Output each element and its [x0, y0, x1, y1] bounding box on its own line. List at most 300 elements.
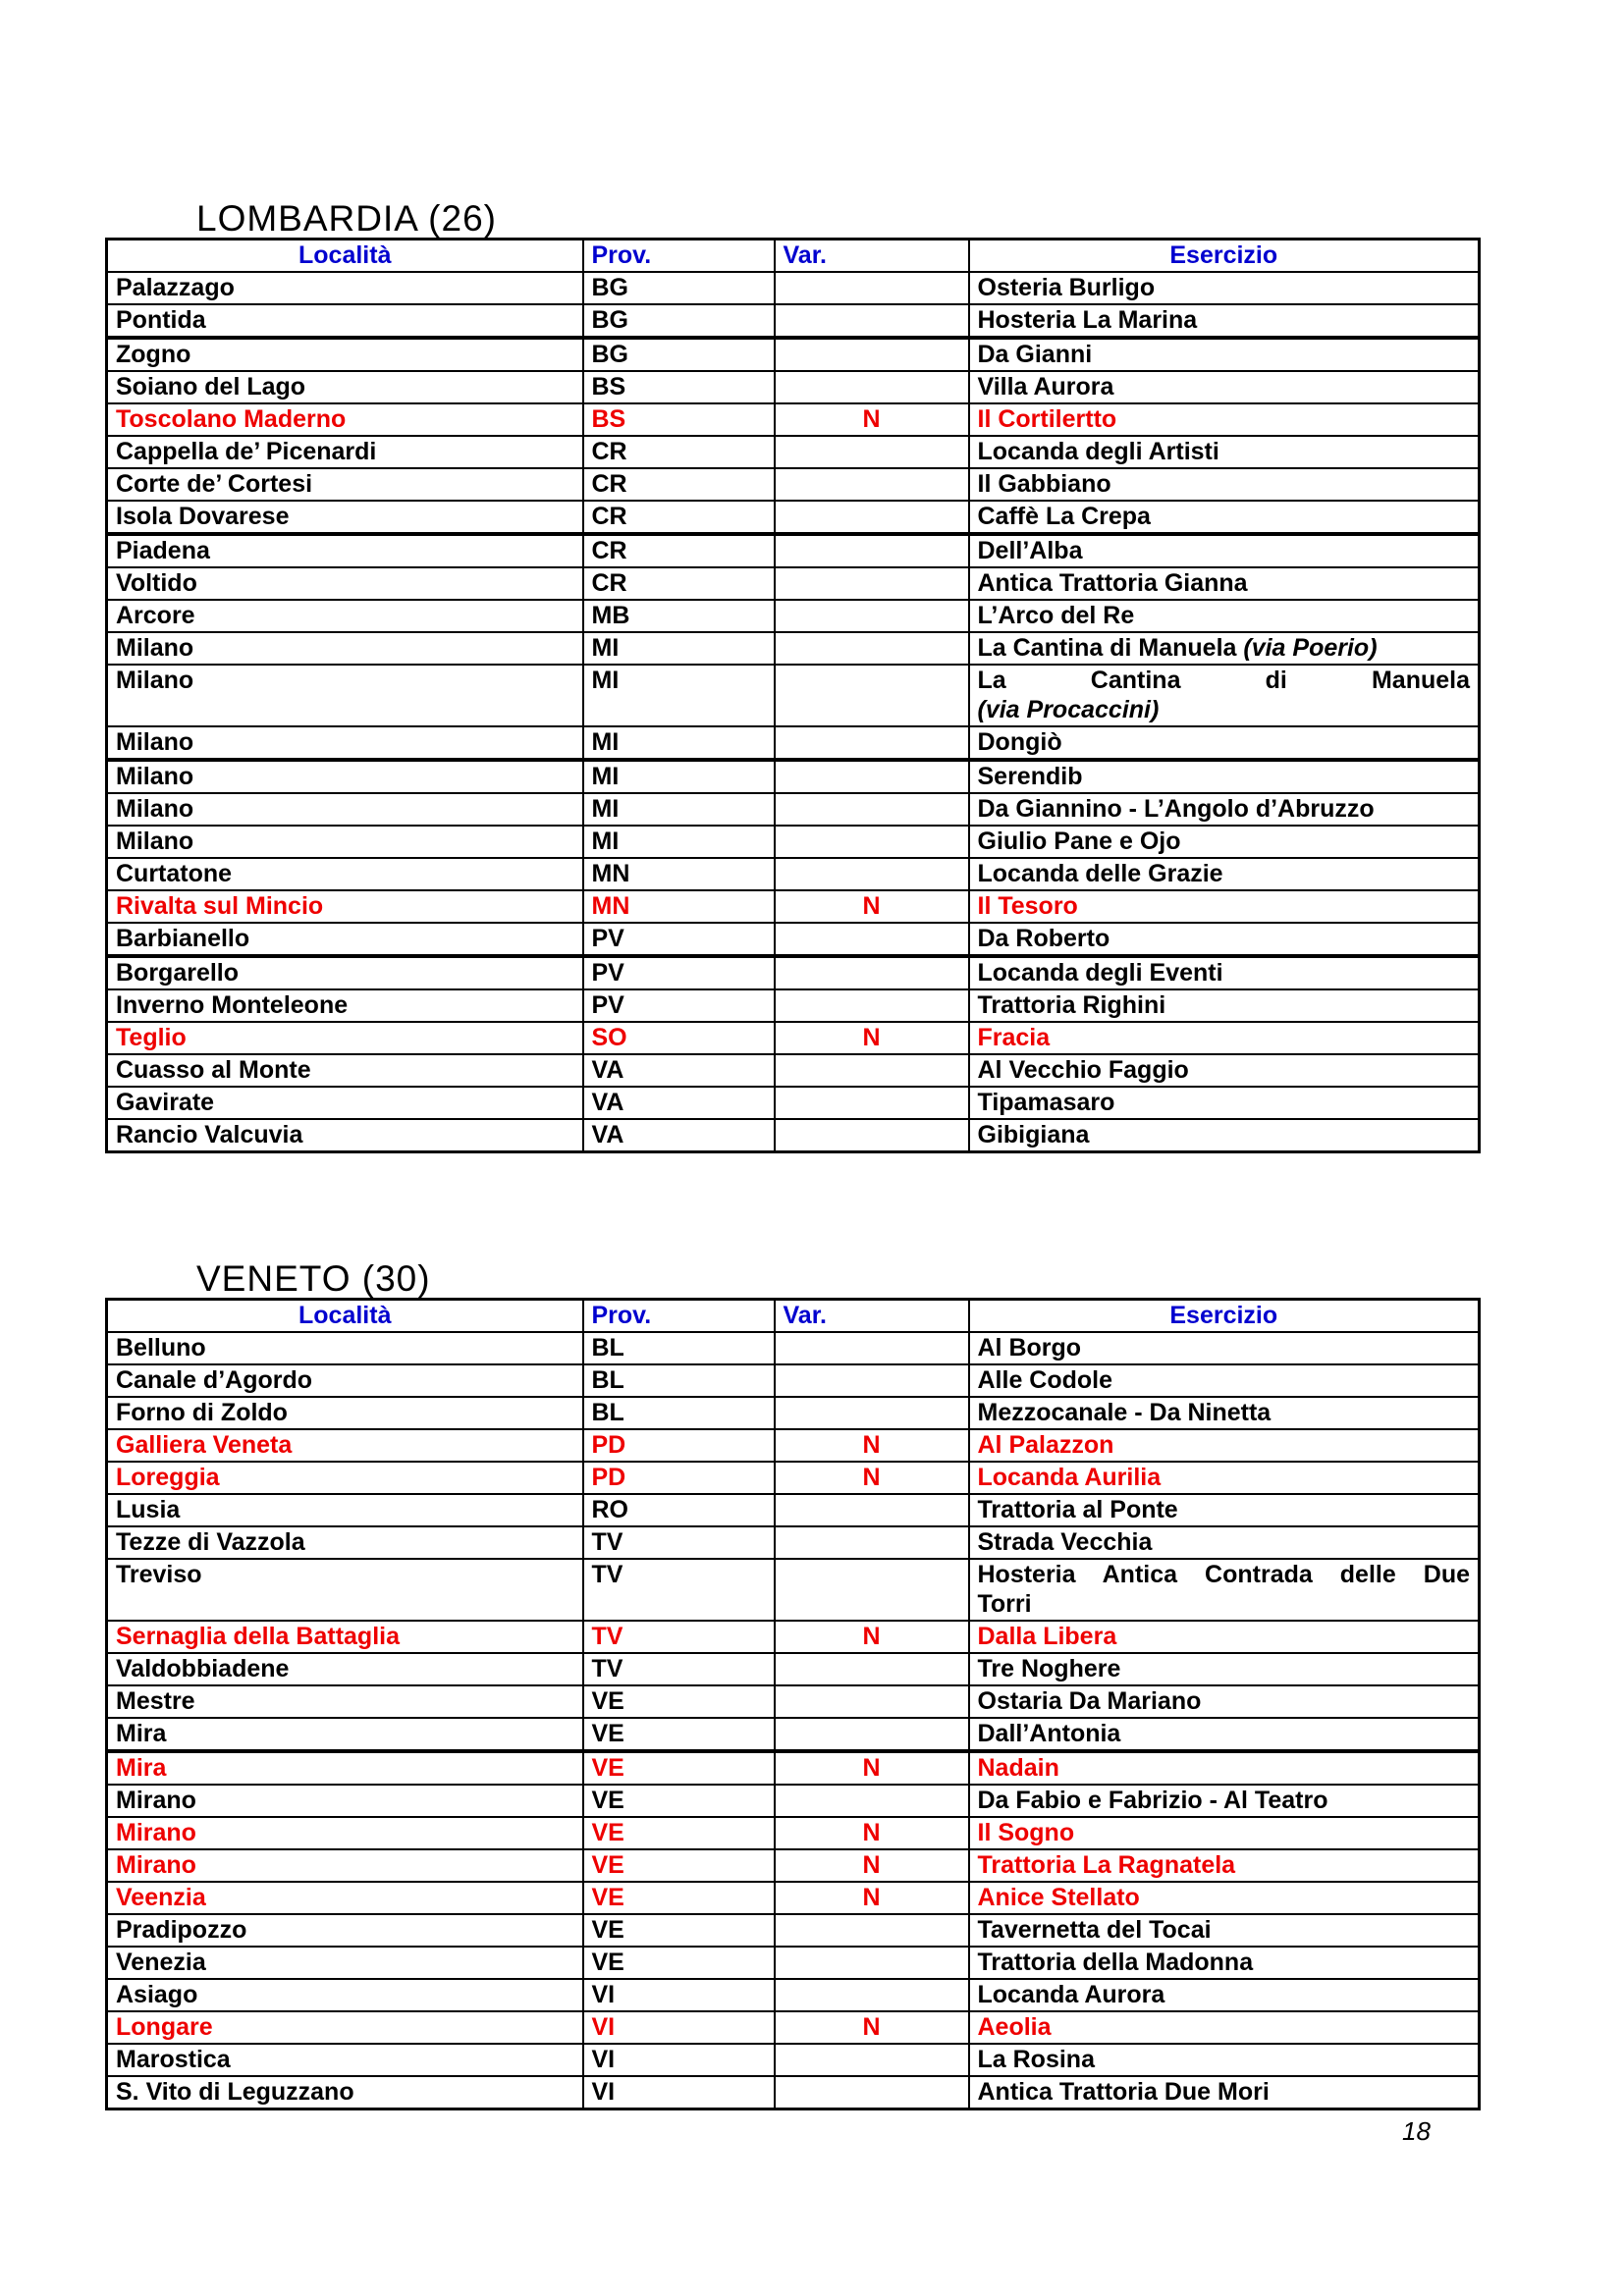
prov-cell: VI: [583, 1979, 775, 2011]
localita-cell: Barbianello: [107, 923, 583, 956]
esercizio-cell: [969, 1685, 1480, 1718]
esercizio-line: Da Giannino - L’Angolo d’Abruzzo: [977, 795, 1375, 823]
page-number: 18: [1402, 2116, 1431, 2146]
esercizio-line: Antica Trattoria Due Mori: [977, 2078, 1270, 2106]
prov-cell: CR: [583, 534, 775, 567]
table-row: [107, 1119, 1480, 1152]
prov-cell: CR: [583, 501, 775, 534]
var-cell: [775, 436, 969, 468]
document-page: [105, 0, 1478, 2110]
table-row: [107, 665, 1480, 726]
localita-cell: Longare: [107, 2011, 583, 2044]
esercizio-line: Villa Aurora: [977, 373, 1114, 400]
esercizio-line: Il Cortilertto: [977, 405, 1117, 433]
region-table: [105, 1298, 1481, 2110]
table-row: [107, 567, 1480, 600]
prov-cell: VA: [583, 1119, 775, 1152]
table-row: [107, 1621, 1480, 1653]
esercizio-cell: [969, 371, 1480, 403]
table-row: [107, 923, 1480, 956]
column-header-prov: Prov.: [583, 1300, 775, 1333]
table-row: [107, 760, 1480, 793]
prov-cell: MI: [583, 826, 775, 858]
esercizio-line: Al Borgo: [977, 1334, 1082, 1362]
esercizio-line: Il Gabbiano: [977, 470, 1111, 498]
esercizio-cell: [969, 1364, 1480, 1397]
localita-cell: Milano: [107, 793, 583, 826]
table-row: [107, 1397, 1480, 1429]
esercizio-line: Da Gianni: [977, 341, 1093, 368]
prov-cell: PD: [583, 1462, 775, 1494]
esercizio-cell: [969, 989, 1480, 1022]
localita-cell: Pontida: [107, 304, 583, 338]
table-row: [107, 436, 1480, 468]
esercizio-cell: [969, 2044, 1480, 2076]
localita-cell: Milano: [107, 665, 583, 726]
localita-cell: Treviso: [107, 1559, 583, 1621]
prov-cell: MB: [583, 600, 775, 632]
var-cell: N: [775, 403, 969, 436]
localita-cell: Veenzia: [107, 1882, 583, 1914]
var-cell: [775, 1087, 969, 1119]
table-row: [107, 1653, 1480, 1685]
localita-cell: Belluno: [107, 1332, 583, 1364]
table-row: [107, 826, 1480, 858]
table-row: [107, 1559, 1480, 1621]
prov-cell: BS: [583, 371, 775, 403]
localita-cell: Marostica: [107, 2044, 583, 2076]
header-row: [107, 1300, 1480, 1333]
prov-cell: MN: [583, 858, 775, 890]
table-row: [107, 600, 1480, 632]
esercizio-line: Strada Vecchia: [977, 1528, 1153, 1556]
localita-cell: Loreggia: [107, 1462, 583, 1494]
localita-cell: Soiano del Lago: [107, 371, 583, 403]
localita-cell: Teglio: [107, 1022, 583, 1054]
esercizio-line: [978, 695, 1471, 724]
esercizio-line: Dell’Alba: [977, 537, 1083, 564]
column-header-esercizio: Esercizio: [969, 1300, 1480, 1333]
table-row: [107, 403, 1480, 436]
esercizio-cell: [969, 1526, 1480, 1559]
var-cell: [775, 272, 969, 304]
localita-cell: Palazzago: [107, 272, 583, 304]
esercizio-line: Locanda delle Grazie: [977, 860, 1223, 887]
localita-cell: Pradipozzo: [107, 1914, 583, 1947]
esercizio-cell: [969, 468, 1480, 501]
prov-cell: PV: [583, 989, 775, 1022]
var-cell: [775, 1119, 969, 1152]
prov-cell: PD: [583, 1429, 775, 1462]
esercizio-cell: [969, 600, 1480, 632]
localita-cell: Borgarello: [107, 956, 583, 989]
var-cell: [775, 632, 969, 665]
esercizio-cell: [969, 665, 1480, 726]
localita-cell: Mira: [107, 1718, 583, 1751]
esercizio-line: Torri: [977, 1590, 1032, 1618]
prov-cell: VE: [583, 1849, 775, 1882]
table-row: [107, 501, 1480, 534]
region-table: [105, 238, 1481, 1153]
esercizio-line: Trattoria della Madonna: [977, 1949, 1254, 1976]
region-title-lombardia: LOMBARDIA (26): [196, 198, 497, 239]
localita-cell: Milano: [107, 826, 583, 858]
localita-cell: Voltido: [107, 567, 583, 600]
table-row: [107, 534, 1480, 567]
prov-cell: BG: [583, 272, 775, 304]
esercizio-line: L’Arco del Re: [977, 602, 1135, 629]
esercizio-cell: [969, 2076, 1480, 2109]
prov-cell: VI: [583, 2011, 775, 2044]
prov-cell: VE: [583, 1751, 775, 1785]
table-row: [107, 858, 1480, 890]
var-cell: [775, 1653, 969, 1685]
esercizio-cell: [969, 272, 1480, 304]
localita-cell: Mirano: [107, 1785, 583, 1817]
column-header-prov: Prov.: [583, 240, 775, 273]
localita-cell: Piadena: [107, 534, 583, 567]
prov-cell: BL: [583, 1364, 775, 1397]
prov-cell: MI: [583, 760, 775, 793]
prov-cell: TV: [583, 1526, 775, 1559]
localita-cell: Mestre: [107, 1685, 583, 1718]
esercizio-line: Il Sogno: [977, 1819, 1075, 1846]
lombardia-table-container: [105, 238, 1478, 1153]
esercizio-line: Antica Trattoria Gianna: [977, 569, 1248, 597]
esercizio-line: Ostaria Da Mariano: [977, 1687, 1202, 1715]
var-cell: [775, 1785, 969, 1817]
table-row: [107, 632, 1480, 665]
prov-cell: VA: [583, 1087, 775, 1119]
prov-cell: TV: [583, 1559, 775, 1621]
prov-cell: BS: [583, 403, 775, 436]
var-cell: [775, 567, 969, 600]
prov-cell: PV: [583, 956, 775, 989]
table-row: [107, 1054, 1480, 1087]
esercizio-cell: [969, 956, 1480, 989]
esercizio-line: Da Roberto: [977, 925, 1110, 952]
var-cell: N: [775, 1621, 969, 1653]
esercizio-line: Locanda degli Eventi: [977, 959, 1223, 987]
var-cell: [775, 760, 969, 793]
table-row: [107, 1429, 1480, 1462]
esercizio-cell: [969, 1653, 1480, 1685]
prov-cell: VA: [583, 1054, 775, 1087]
localita-cell: Milano: [107, 632, 583, 665]
prov-cell: TV: [583, 1621, 775, 1653]
esercizio-line: La Rosina: [977, 2046, 1095, 2073]
localita-cell: Rancio Valcuvia: [107, 1119, 583, 1152]
var-cell: N: [775, 1817, 969, 1849]
table-row: [107, 1364, 1480, 1397]
prov-cell: VI: [583, 2044, 775, 2076]
esercizio-cell: [969, 1559, 1480, 1621]
prov-cell: VI: [583, 2076, 775, 2109]
esercizio-cell: [969, 1882, 1480, 1914]
esercizio-line: La Cantina di Manuela: [977, 667, 1470, 694]
column-header-localita: Località: [107, 240, 583, 273]
esercizio-cell: [969, 1462, 1480, 1494]
prov-cell: SO: [583, 1022, 775, 1054]
localita-cell: Lusia: [107, 1494, 583, 1526]
localita-cell: Canale d’Agordo: [107, 1364, 583, 1397]
esercizio-cell: [969, 1429, 1480, 1462]
table-row: [107, 989, 1480, 1022]
localita-cell: Gavirate: [107, 1087, 583, 1119]
prov-cell: BG: [583, 304, 775, 338]
var-cell: [775, 371, 969, 403]
localita-cell: Galliera Veneta: [107, 1429, 583, 1462]
esercizio-cell: [969, 890, 1480, 923]
esercizio-line: Tre Noghere: [977, 1655, 1121, 1682]
localita-cell: Mirano: [107, 1849, 583, 1882]
esercizio-line: Dalla Libera: [977, 1623, 1117, 1650]
prov-cell: MI: [583, 665, 775, 726]
prov-cell: CR: [583, 436, 775, 468]
var-cell: [775, 1494, 969, 1526]
prov-cell: VE: [583, 1685, 775, 1718]
var-cell: [775, 1332, 969, 1364]
var-cell: [775, 2076, 969, 2109]
var-cell: N: [775, 1751, 969, 1785]
esercizio-line: Trattoria La Ragnatela: [977, 1851, 1236, 1879]
var-cell: [775, 826, 969, 858]
esercizio-line: Giulio Pane e Ojo: [977, 828, 1181, 855]
prov-cell: BL: [583, 1397, 775, 1429]
var-cell: [775, 1054, 969, 1087]
column-header-esercizio: Esercizio: [969, 240, 1480, 273]
localita-cell: S. Vito di Leguzzano: [107, 2076, 583, 2109]
esercizio-cell: [969, 1022, 1480, 1054]
localita-cell: Cuasso al Monte: [107, 1054, 583, 1087]
var-cell: [775, 1364, 969, 1397]
column-header-var: Var.: [775, 1300, 969, 1333]
localita-cell: Cappella de’ Picenardi: [107, 436, 583, 468]
esercizio-line: Locanda degli Artisti: [977, 438, 1219, 465]
esercizio-cell: [969, 760, 1480, 793]
esercizio-line: Aeolia: [977, 2013, 1052, 2041]
localita-cell: Forno di Zoldo: [107, 1397, 583, 1429]
prov-cell: MI: [583, 793, 775, 826]
esercizio-line: Tipamasaro: [977, 1089, 1115, 1116]
esercizio-line: Anice Stellato: [977, 1884, 1140, 1911]
var-cell: N: [775, 1462, 969, 1494]
var-cell: [775, 1979, 969, 2011]
var-cell: [775, 956, 969, 989]
table-row: [107, 1718, 1480, 1751]
esercizio-line: Dongiò: [977, 728, 1062, 756]
localita-cell: Toscolano Maderno: [107, 403, 583, 436]
column-header-var: Var.: [775, 240, 969, 273]
var-cell: N: [775, 1022, 969, 1054]
table-row: [107, 956, 1480, 989]
table-row: [107, 1849, 1480, 1882]
prov-cell: VE: [583, 1718, 775, 1751]
table-row: [107, 1751, 1480, 1785]
prov-cell: CR: [583, 468, 775, 501]
prov-cell: MI: [583, 632, 775, 665]
prov-cell: VE: [583, 1817, 775, 1849]
esercizio-note-italic: (via Poerio): [1243, 634, 1378, 662]
localita-cell: Rivalta sul Mincio: [107, 890, 583, 923]
esercizio-cell: [969, 1914, 1480, 1947]
var-cell: [775, 1685, 969, 1718]
esercizio-cell: [969, 793, 1480, 826]
esercizio-line: Hosteria La Marina: [977, 306, 1198, 334]
esercizio-cell: [969, 304, 1480, 338]
esercizio-cell: [969, 726, 1480, 760]
esercizio-line: Al Vecchio Faggio: [977, 1056, 1189, 1084]
localita-cell: Arcore: [107, 600, 583, 632]
table-row: [107, 1526, 1480, 1559]
localita-cell: Venezia: [107, 1947, 583, 1979]
localita-cell: Valdobbiadene: [107, 1653, 583, 1685]
esercizio-cell: [969, 1817, 1480, 1849]
var-cell: N: [775, 890, 969, 923]
localita-cell: Milano: [107, 726, 583, 760]
localita-cell: Curtatone: [107, 858, 583, 890]
esercizio-cell: [969, 1119, 1480, 1152]
var-cell: N: [775, 1882, 969, 1914]
prov-cell: TV: [583, 1653, 775, 1685]
localita-cell: Isola Dovarese: [107, 501, 583, 534]
var-cell: [775, 923, 969, 956]
table-row: [107, 793, 1480, 826]
var-cell: [775, 1559, 969, 1621]
prov-cell: VE: [583, 1947, 775, 1979]
esercizio-cell: [969, 1849, 1480, 1882]
esercizio-cell: [969, 1494, 1480, 1526]
esercizio-cell: [969, 826, 1480, 858]
esercizio-cell: [969, 1751, 1480, 1785]
esercizio-cell: [969, 1332, 1480, 1364]
esercizio-cell: [969, 1718, 1480, 1751]
table-row: [107, 1494, 1480, 1526]
table-row: [107, 2011, 1480, 2044]
var-cell: N: [775, 1849, 969, 1882]
var-cell: [775, 1718, 969, 1751]
esercizio-line: Fracia: [977, 1024, 1051, 1051]
prov-cell: MN: [583, 890, 775, 923]
var-cell: [775, 989, 969, 1022]
localita-cell: Mira: [107, 1751, 583, 1785]
esercizio-line: Il Tesoro: [977, 892, 1078, 920]
esercizio-cell: [969, 436, 1480, 468]
prov-cell: VE: [583, 1785, 775, 1817]
table-row: [107, 1785, 1480, 1817]
localita-cell: Sernaglia della Battaglia: [107, 1621, 583, 1653]
esercizio-cell: [969, 501, 1480, 534]
esercizio-line: Tavernetta del Tocai: [977, 1916, 1212, 1944]
table-row: [107, 1462, 1480, 1494]
esercizio-line: Gibigiana: [977, 1121, 1090, 1148]
localita-cell: Inverno Monteleone: [107, 989, 583, 1022]
prov-cell: MI: [583, 726, 775, 760]
var-cell: [775, 793, 969, 826]
var-cell: [775, 304, 969, 338]
esercizio-cell: [969, 1785, 1480, 1817]
esercizio-cell: [969, 858, 1480, 890]
table-row: [107, 2076, 1480, 2109]
table-row: [107, 272, 1480, 304]
localita-cell: Corte de’ Cortesi: [107, 468, 583, 501]
var-cell: [775, 665, 969, 726]
esercizio-cell: [969, 403, 1480, 436]
esercizio-cell: [969, 1947, 1480, 1979]
esercizio-line: Osteria Burligo: [977, 274, 1156, 301]
table-row: [107, 1914, 1480, 1947]
table-row: [107, 890, 1480, 923]
var-cell: [775, 501, 969, 534]
var-cell: [775, 600, 969, 632]
esercizio-line: Caffè La Crepa: [977, 503, 1151, 530]
esercizio-cell: [969, 1054, 1480, 1087]
veneto-table-container: [105, 1298, 1478, 2110]
esercizio-line: Locanda Aurora: [977, 1981, 1165, 2008]
prov-cell: PV: [583, 923, 775, 956]
prov-cell: VE: [583, 1882, 775, 1914]
localita-cell: Milano: [107, 760, 583, 793]
esercizio-line: Da Fabio e Fabrizio - Al Teatro: [977, 1787, 1328, 1814]
esercizio-cell: [969, 1397, 1480, 1429]
var-cell: [775, 338, 969, 371]
esercizio-line: Alle Codole: [977, 1366, 1113, 1394]
esercizio-line: Hosteria Antica Contrada delle Due: [977, 1561, 1470, 1588]
prov-cell: BL: [583, 1332, 775, 1364]
table-row: [107, 304, 1480, 338]
esercizio-cell: [969, 2011, 1480, 2044]
table-row: [107, 726, 1480, 760]
table-row: [107, 1022, 1480, 1054]
esercizio-line: Nadain: [977, 1754, 1059, 1782]
esercizio-line: Mezzocanale - Da Ninetta: [977, 1399, 1272, 1426]
esercizio-cell: [969, 1979, 1480, 2011]
esercizio-cell: [969, 534, 1480, 567]
var-cell: [775, 1914, 969, 1947]
esercizio-line: La Cantina di Manuela (via Poerio): [977, 634, 1378, 662]
prov-cell: VE: [583, 1914, 775, 1947]
esercizio-cell: [969, 567, 1480, 600]
table-row: [107, 1882, 1480, 1914]
table-row: [107, 338, 1480, 371]
var-cell: [775, 858, 969, 890]
column-header-localita: Località: [107, 1300, 583, 1333]
esercizio-cell: [969, 1087, 1480, 1119]
esercizio-cell: [969, 338, 1480, 371]
table-row: [107, 1817, 1480, 1849]
var-cell: [775, 1947, 969, 1979]
esercizio-line: Serendib: [977, 763, 1083, 790]
prov-cell: CR: [583, 567, 775, 600]
table-row: [107, 468, 1480, 501]
esercizio-cell: [969, 923, 1480, 956]
var-cell: [775, 1397, 969, 1429]
var-cell: N: [775, 1429, 969, 1462]
esercizio-line: Al Palazzon: [977, 1431, 1114, 1459]
esercizio-line: Trattoria Righini: [977, 991, 1166, 1019]
var-cell: [775, 1526, 969, 1559]
table-row: [107, 371, 1480, 403]
prov-cell: BG: [583, 338, 775, 371]
header-row: [107, 240, 1480, 273]
var-cell: [775, 468, 969, 501]
prov-cell: RO: [583, 1494, 775, 1526]
localita-cell: Mirano: [107, 1817, 583, 1849]
var-cell: [775, 2044, 969, 2076]
localita-cell: Asiago: [107, 1979, 583, 2011]
esercizio-note-italic: (via Procaccini): [977, 696, 1160, 723]
table-row: [107, 1947, 1480, 1979]
